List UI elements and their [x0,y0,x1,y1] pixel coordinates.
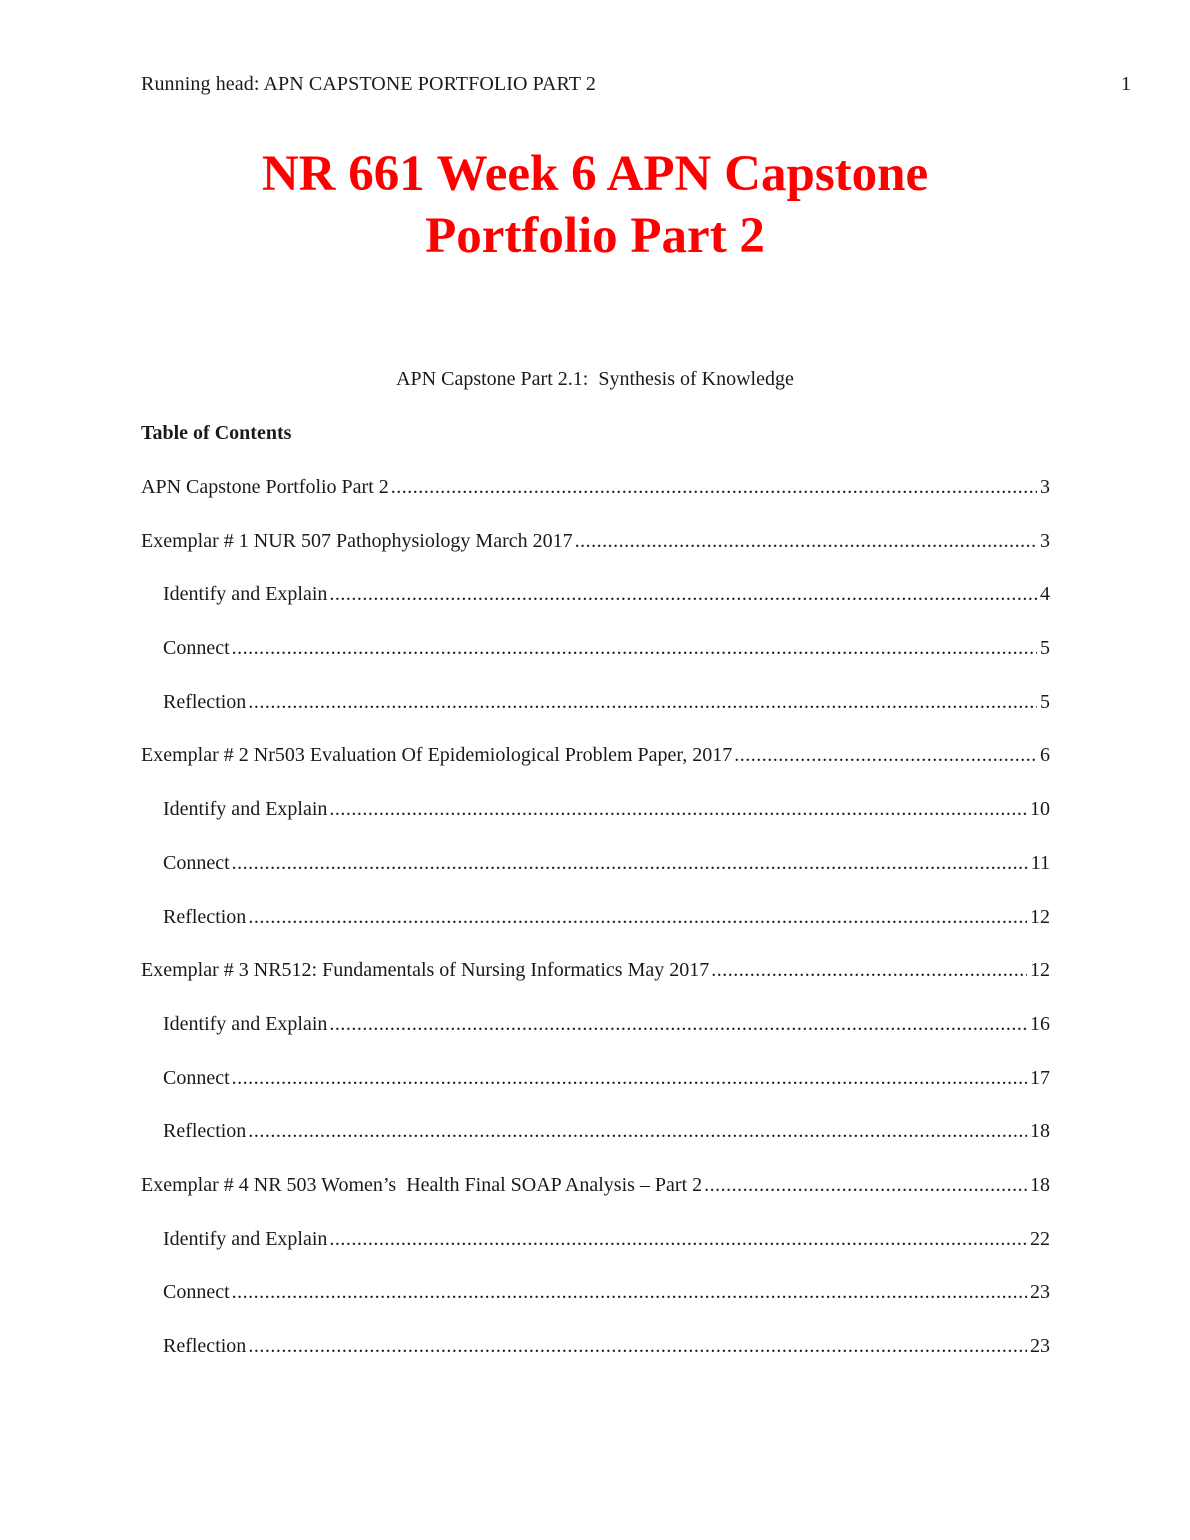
toc-entry[interactable] [141,690,1050,744]
toc-entry-page: 22 [1030,1227,1050,1250]
toc-leader-dots [248,1119,1027,1143]
toc-entry-page: 18 [1030,1173,1050,1196]
document-title [0,143,1190,267]
toc-entry-label: Exemplar # 1 NUR 507 Pathophysiology March 2017 [141,529,573,552]
toc-heading: Table of Contents [141,422,292,444]
toc-entry-page: 16 [1030,1012,1050,1035]
toc-entry-label: Reflection [163,690,247,713]
toc-leader-dots [232,1280,1027,1304]
toc-entry-label: Reflection [163,905,247,928]
toc-entry[interactable] [141,1012,1050,1066]
toc-leader-dots [232,1066,1027,1090]
toc-entry-page: 12 [1030,959,1050,982]
toc-leader-dots [232,636,1037,660]
toc-leader-dots [575,529,1037,553]
toc-entry-page: 11 [1030,851,1050,874]
toc-entry-label: Connect [163,1066,230,1089]
toc-entry-label: Identify and Explain [163,583,328,606]
toc-entry-page: 12 [1030,905,1050,928]
running-head: Running head: APN CAPSTONE PORTFOLIO PART 2 [141,73,596,95]
page-number: 1 [1121,73,1131,95]
document-subtitle: APN Capstone Part 2.1: Synthesis of Knowledge [396,368,794,390]
toc-entry-label: Identify and Explain [163,1012,328,1035]
toc-entry-page: 23 [1030,1335,1050,1357]
toc-entry[interactable] [141,958,1050,1012]
toc-entry-page: 5 [1040,637,1050,660]
toc-entry-page: 3 [1040,476,1050,498]
toc-leader-dots [734,743,1037,767]
toc-entry[interactable] [141,743,1050,797]
toc-entry-page: 10 [1030,798,1050,821]
toc-entry-page: 17 [1030,1066,1050,1089]
document-title-line-1: NR 661 Week 6 APN Capstone [261,146,929,202]
toc-entry-page: 18 [1030,1120,1050,1143]
toc-leader-dots [248,1334,1027,1358]
toc-entry[interactable] [141,1173,1050,1227]
toc-entry-label: Reflection [163,1120,247,1143]
toc-leader-dots [248,905,1027,929]
table-of-contents [141,475,1050,1388]
toc-leader-dots [329,1227,1027,1251]
toc-entry-page: 4 [1040,583,1050,606]
toc-entry[interactable] [141,475,1050,529]
toc-leader-dots [248,690,1037,714]
toc-entry[interactable] [141,1119,1050,1173]
toc-entry-label: Exemplar # 2 Nr503 Evaluation Of Epidemiological Problem Paper, 2017 [141,744,733,767]
toc-leader-dots [329,797,1027,821]
toc-leader-dots [329,582,1037,606]
toc-entry[interactable] [141,905,1050,959]
toc-entry-label: Connect [163,637,230,660]
document-title-line-2: Portfolio Part 2 [425,208,765,264]
toc-entry-label: APN Capstone Portfolio Part 2 [141,476,389,498]
toc-entry-page: 5 [1040,690,1050,713]
toc-leader-dots [232,851,1028,875]
toc-leader-dots [329,1012,1027,1036]
toc-entry[interactable] [141,1227,1050,1281]
toc-entry-label: Connect [163,1281,230,1304]
toc-entry[interactable] [141,1280,1050,1334]
toc-entry[interactable] [141,1066,1050,1120]
toc-entry-label: Identify and Explain [163,1227,328,1250]
toc-entry-label: Identify and Explain [163,798,328,821]
toc-entry[interactable] [141,582,1050,636]
toc-entry-label: Connect [163,851,230,874]
toc-leader-dots [704,1173,1027,1197]
toc-entry-page: 3 [1040,529,1050,552]
toc-leader-dots [711,958,1027,982]
toc-entry-page: 6 [1040,744,1050,767]
toc-entry[interactable] [141,1334,1050,1388]
toc-entry[interactable] [141,636,1050,690]
toc-leader-dots [391,475,1037,499]
toc-entry-label: Reflection [163,1335,247,1357]
toc-entry-label: Exemplar # 3 NR512: Fundamentals of Nursing Informatics May 2017 [141,959,710,982]
toc-entry-label: Exemplar # 4 NR 503 Women’s Health Final SOAP Analysis – Part 2 [141,1173,703,1196]
toc-entry-page: 23 [1030,1281,1050,1304]
toc-entry[interactable] [141,797,1050,851]
toc-entry[interactable] [141,529,1050,583]
toc-entry[interactable] [141,851,1050,905]
